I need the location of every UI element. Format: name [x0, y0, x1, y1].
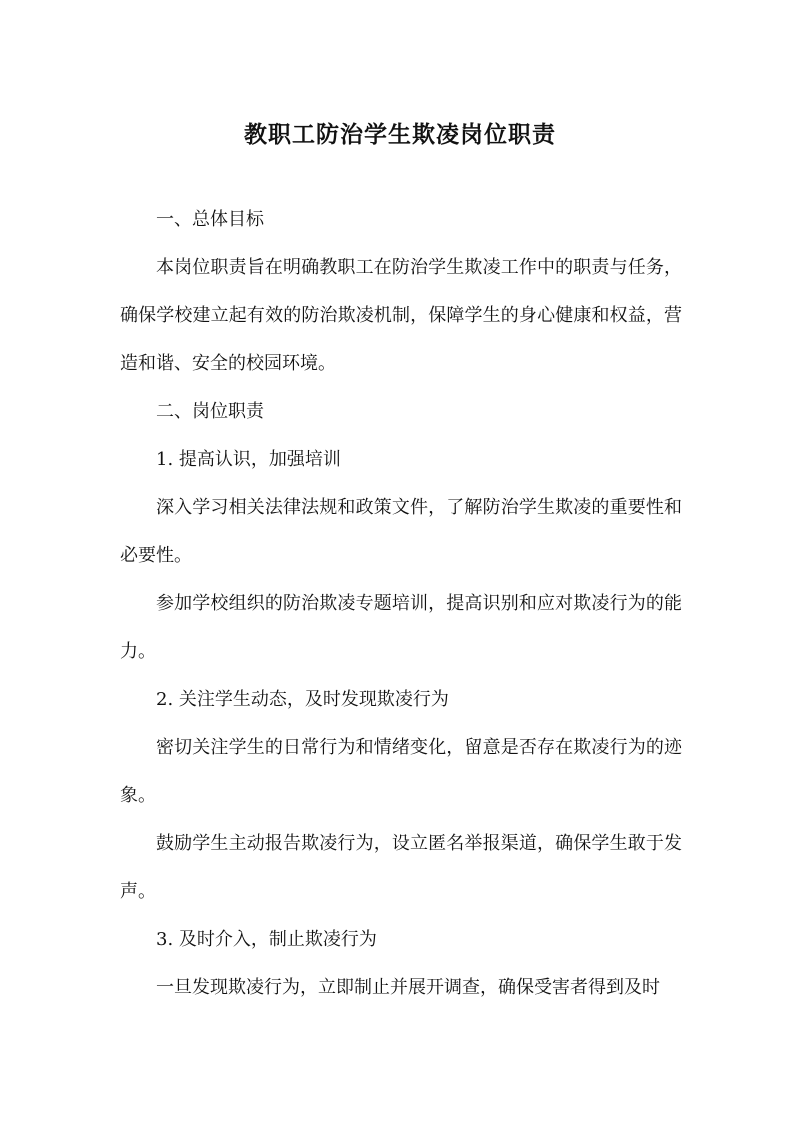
document-title: 教职工防治学生欺凌岗位职责: [244, 121, 556, 148]
paragraph-attend-training: 参加学校组织的防治欺凌专题培训，提高识别和应对欺凌行为的能力。: [120, 593, 682, 662]
paragraph-stop-bullying: 一旦发现欺凌行为，立即制止并展开调查，确保受害者得到及时: [156, 977, 660, 998]
paragraph-encourage-reporting: 鼓励学生主动报告欺凌行为，设立匿名举报渠道，确保学生敢于发声。: [120, 833, 682, 902]
paragraph-study-laws: 深入学习相关法律法规和政策文件，了解防治学生欺凌的重要性和必要性。: [120, 497, 682, 566]
subheading-awareness-training: 1. 提高认识，加强培训: [156, 449, 341, 470]
document-body: [120, 196, 682, 1012]
section-heading-duties: 二、岗位职责: [156, 401, 264, 422]
paragraph-observe-behavior: 密切关注学生的日常行为和情绪变化，留意是否存在欺凌行为的迹象。: [120, 737, 682, 806]
subheading-intervene: 3. 及时介入，制止欺凌行为: [156, 929, 377, 950]
subheading-monitor-students: 2. 关注学生动态，及时发现欺凌行为: [156, 689, 449, 710]
section-heading-overall-goal: 一、总体目标: [156, 209, 264, 230]
paragraph-purpose: 本岗位职责旨在明确教职工在防治学生欺凌工作中的职责与任务，确保学校建立起有效的防治欺凌机制，保障学生的身心健康和权益，营造和谐、安全的校园环境。: [120, 257, 682, 374]
